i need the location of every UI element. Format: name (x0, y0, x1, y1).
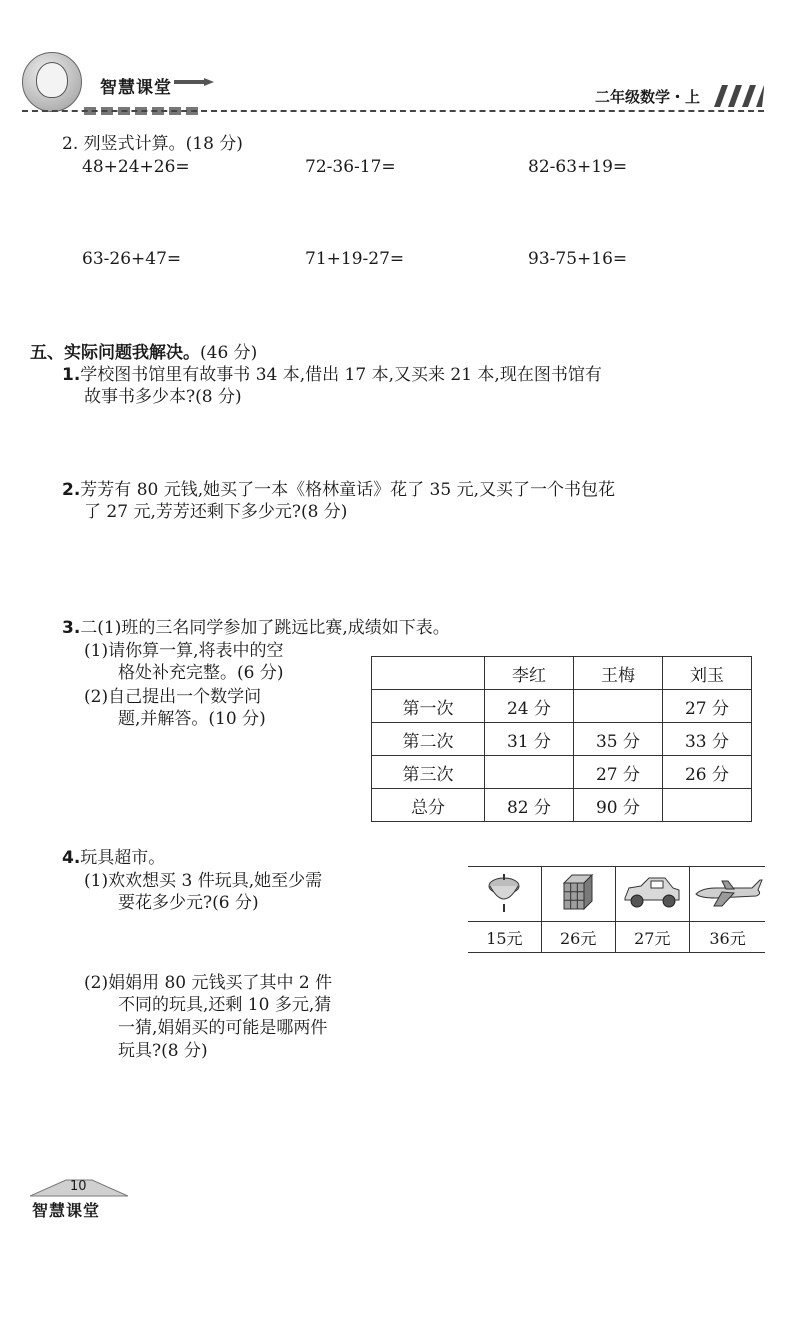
row-label: 第二次 (372, 723, 485, 756)
footer-title: 智慧课堂 (32, 1201, 101, 1220)
p4-sub2-line1: (2)娟娟用 80 元钱买了其中 2 件 (84, 973, 333, 993)
header-divider (22, 110, 764, 112)
p3-sub1-line2: 格处补充完整。(6 分) (118, 663, 284, 683)
p4-sub1-line2: 要花多少元?(6 分) (118, 893, 259, 913)
toy-price: 27元 (615, 922, 690, 953)
section5-score: (46 分) (200, 343, 258, 363)
score-cell: 24 分 (485, 690, 574, 723)
p1-text-1: 学校图书馆里有故事书 34 本,借出 17 本,又买来 21 本,现在图书馆有 (80, 365, 602, 385)
p2-text-1: 芳芳有 80 元钱,她买了一本《格林童话》花了 35 元,又买了一个书包花 (80, 480, 615, 500)
row-label: 第一次 (372, 690, 485, 723)
score-table-header: 王梅 (574, 657, 663, 690)
p3-sub2-line1: (2)自己提出一个数学问 (84, 687, 262, 707)
score-cell: 90 分 (574, 789, 663, 822)
q2-expr-4: 63-26+47= (82, 249, 182, 269)
p4-number: 4. (62, 848, 81, 868)
decorative-stripes-icon (706, 85, 764, 107)
page-number: 10 (70, 1179, 87, 1194)
toy-cell (615, 867, 690, 922)
toy-price-table (468, 866, 765, 953)
q2-expr-3: 82-63+19= (528, 157, 628, 177)
q2-expr-2: 72-36-17= (305, 157, 396, 177)
row-label: 第三次 (372, 756, 485, 789)
p3-number: 3. (62, 618, 81, 638)
spinning-top-icon (484, 870, 524, 914)
p4-sub1-line1: (1)欢欢想买 3 件玩具,她至少需 (84, 871, 323, 891)
toy-image-row (468, 867, 765, 922)
table-row (372, 723, 752, 756)
p4-text: 玩具超市。 (80, 848, 166, 868)
toy-airplane-icon (692, 874, 764, 910)
score-cell: 27 分 (663, 690, 752, 723)
q2-expr-6: 93-75+16= (528, 249, 628, 269)
book-title: 二年级数学・上 (594, 88, 700, 106)
toy-price: 26元 (541, 922, 615, 953)
row-label: 总分 (372, 789, 485, 822)
arrow-icon (174, 78, 214, 86)
q2-title: 2. 列竖式计算。(18 分) (62, 134, 243, 154)
header-logo (22, 52, 222, 114)
score-cell: 35 分 (574, 723, 663, 756)
toy-price: 36元 (690, 922, 765, 953)
score-cell: 33 分 (663, 723, 752, 756)
q2-expr-5: 71+19-27= (305, 249, 405, 269)
long-jump-score-table (371, 656, 752, 822)
score-cell-blank (485, 756, 574, 789)
rubiks-cube-icon (558, 871, 598, 913)
p3-text: 二(1)班的三名同学参加了跳远比赛,成绩如下表。 (80, 618, 450, 638)
score-table-header: 刘玉 (663, 657, 752, 690)
p3-sub2-line2: 题,并解答。(10 分) (118, 709, 266, 729)
score-cell-blank (574, 690, 663, 723)
p1-number: 1. (62, 365, 81, 385)
score-table-header: 李红 (485, 657, 574, 690)
girl-face-icon (36, 62, 68, 98)
logo-title: 智慧课堂 (100, 78, 172, 98)
score-table-header-row (372, 657, 752, 690)
p2-line2: 了 27 元,芳芳还剩下多少元?(8 分) (84, 502, 348, 522)
q2-expr-1: 48+24+26= (82, 157, 190, 177)
toy-car-icon (621, 872, 683, 912)
p4-sub2-line3: 一猜,娟娟买的可能是哪两件 (118, 1018, 328, 1038)
toy-cell (541, 867, 615, 922)
table-row (372, 756, 752, 789)
p3-sub1-line1: (1)请你算一算,将表中的空 (84, 641, 284, 661)
section5-title: 五、实际问题我解决。 (30, 343, 200, 363)
toy-cell (690, 867, 765, 922)
score-table-corner (372, 657, 485, 690)
table-row (372, 690, 752, 723)
toy-price-row (468, 922, 765, 953)
toy-cell (468, 867, 541, 922)
p1-line2: 故事书多少本?(8 分) (84, 387, 242, 407)
p2-number: 2. (62, 480, 81, 500)
p4-sub2-line4: 玩具?(8 分) (118, 1041, 208, 1061)
score-cell: 26 分 (663, 756, 752, 789)
toy-price: 15元 (486, 928, 523, 948)
score-cell: 31 分 (485, 723, 574, 756)
score-cell-blank (663, 789, 752, 822)
table-row (372, 789, 752, 822)
score-cell: 27 分 (574, 756, 663, 789)
p4-sub2-line2: 不同的玩具,还剩 10 多元,猜 (118, 995, 332, 1015)
score-cell: 82 分 (485, 789, 574, 822)
